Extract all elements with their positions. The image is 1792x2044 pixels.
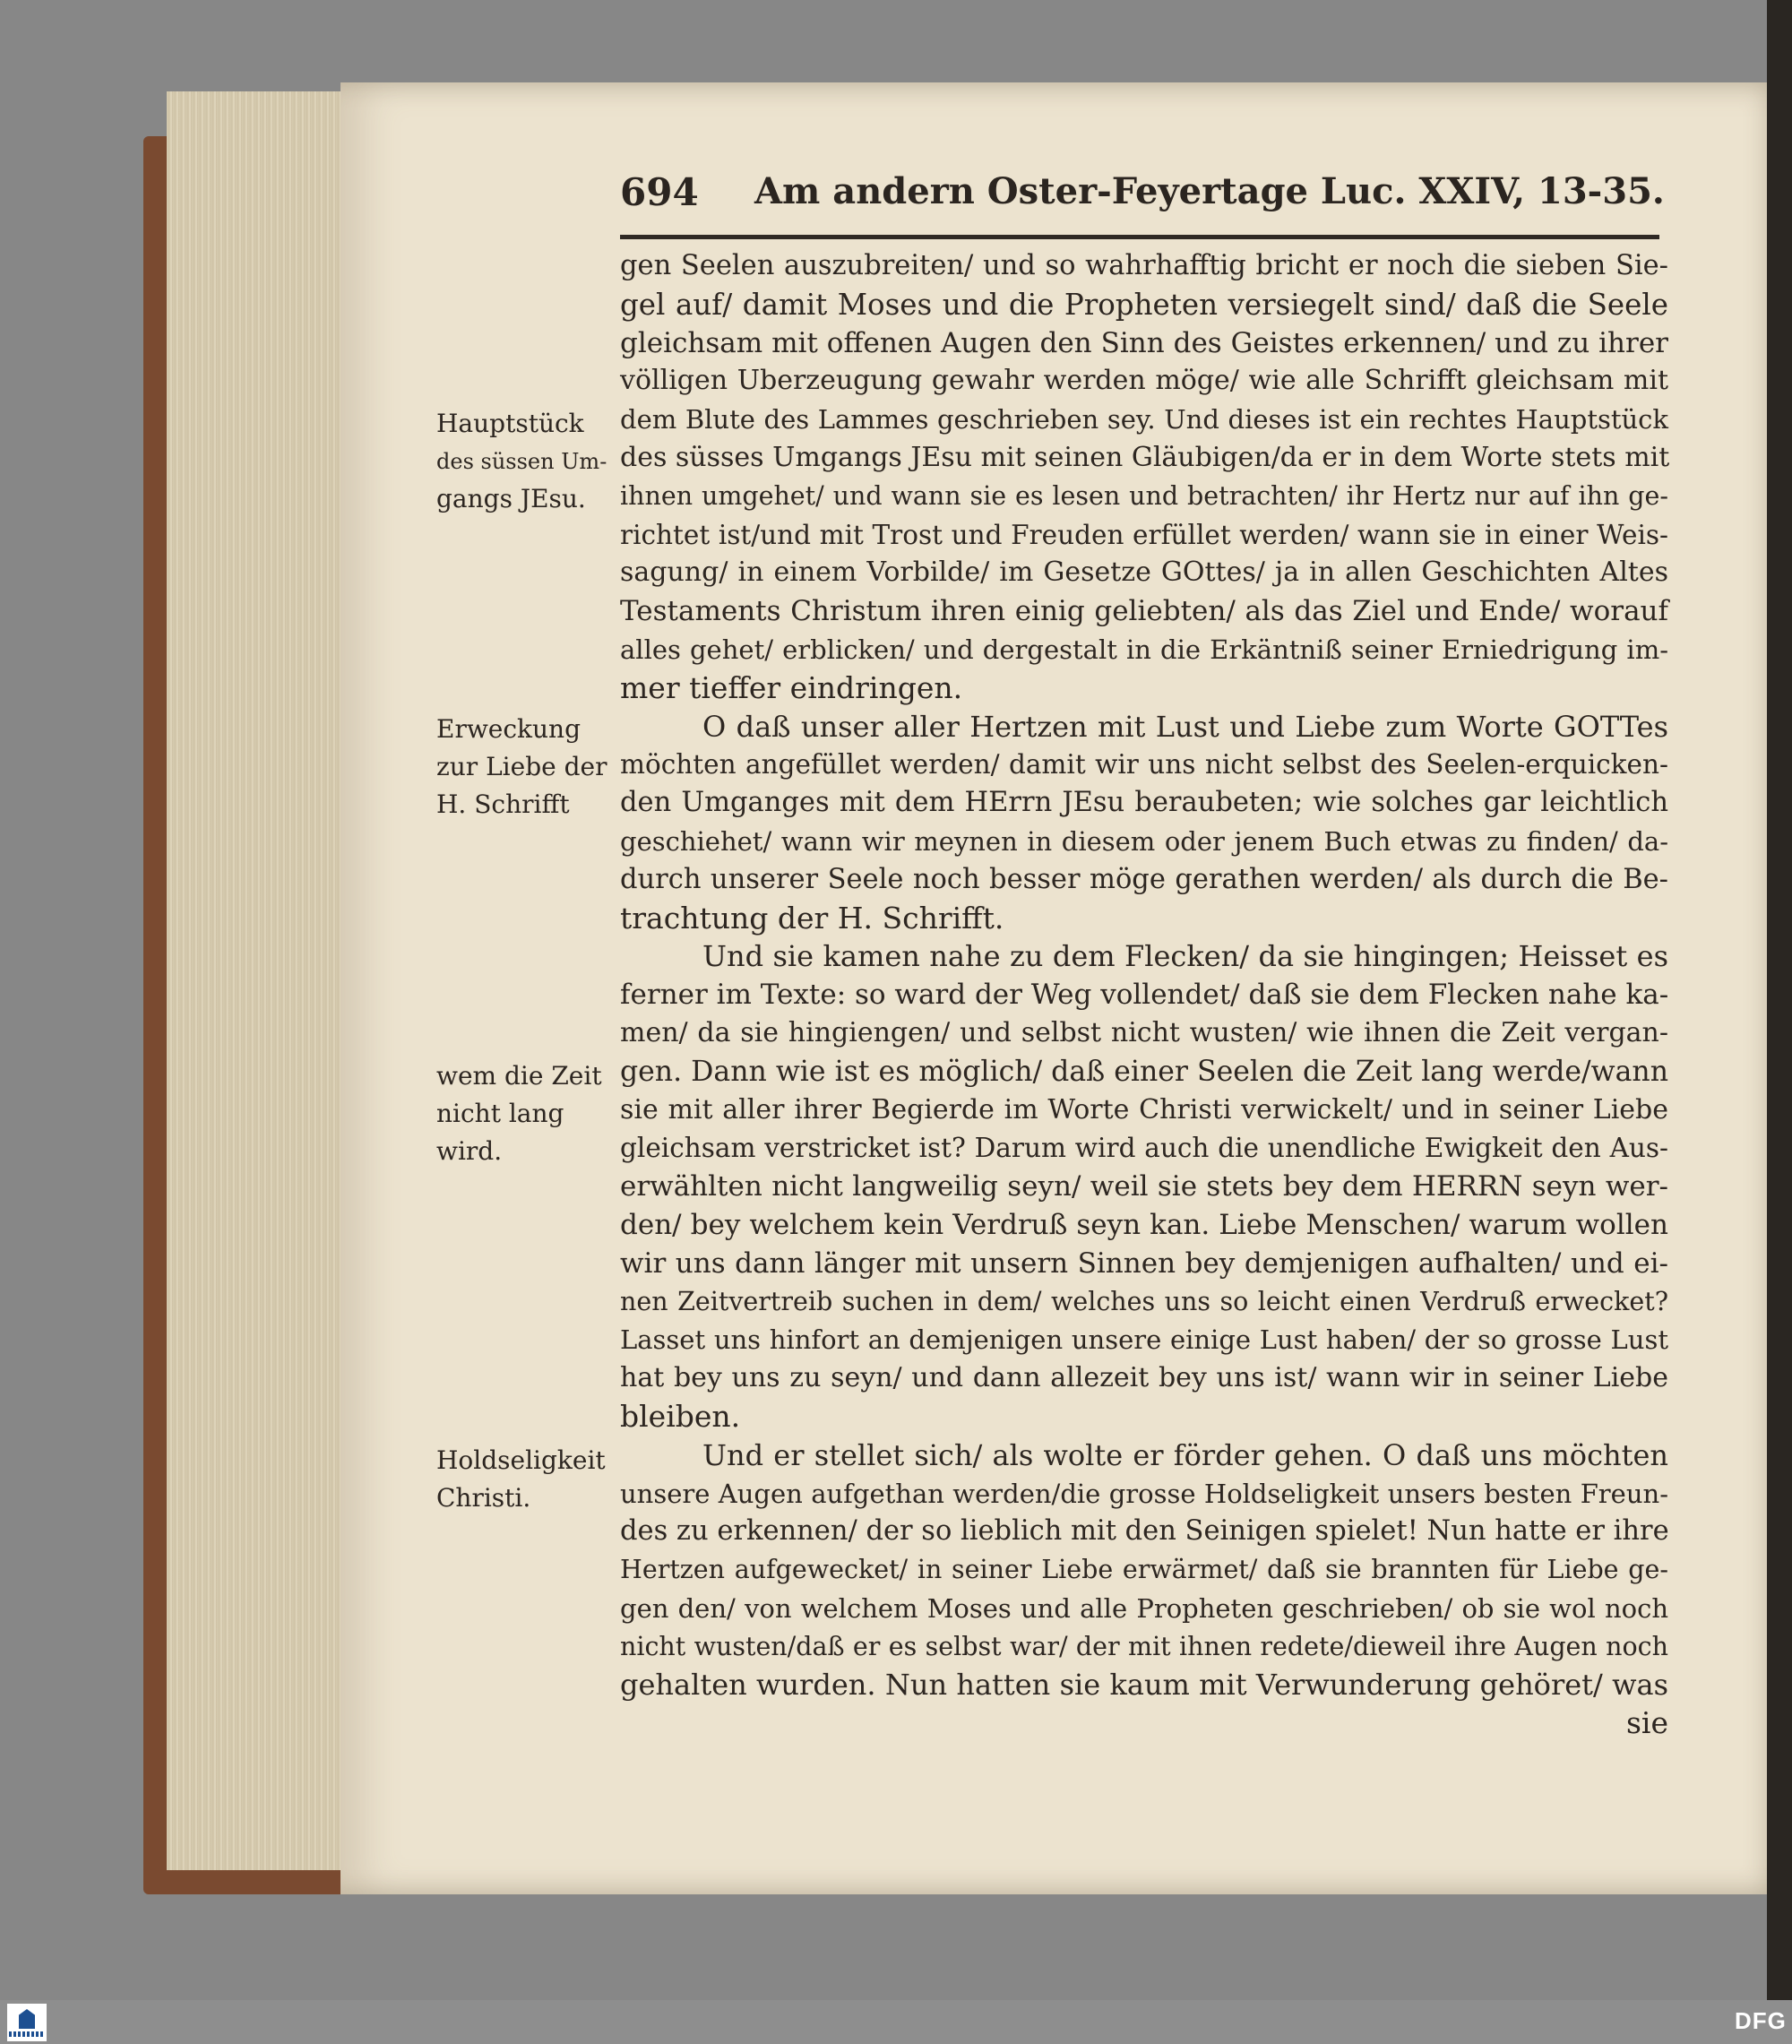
text-line: gehalten wurden. Nun hatten sie kaum mit Verwunderung gehöret/ was bbox=[620, 1668, 1668, 1703]
text-line: den Umganges mit dem HErrn JEsu beraubeten; wie solches gar leichtlich bbox=[620, 787, 1668, 819]
marginal-line: Erweckung bbox=[436, 714, 581, 744]
text-line: möchten angefüllet werden/ damit wir uns nicht selbst des Seelen-erquicken- bbox=[620, 749, 1668, 781]
viewer-footer bbox=[0, 2000, 1792, 2044]
text-line: sagung/ in einem Vorbilde/ im Gesetze GOttes/ ja in allen Geschichten Altes bbox=[620, 556, 1668, 589]
dfg-logo[interactable]: DFG bbox=[1735, 2007, 1787, 2034]
text-line: des zu erkennen/ der so lieblich mit den Seinigen spielet! Nun hatte er ihre bbox=[620, 1515, 1669, 1548]
text-line: Testaments Christum ihren einig geliebten/ als das Ziel und Ende/ worauf bbox=[620, 595, 1668, 628]
text-line: ferner im Texte: so ward der Weg vollendet/ daß sie dem Flecken nahe ka- bbox=[620, 979, 1669, 1012]
marginal-line: Hauptstück bbox=[436, 409, 584, 438]
text-line: gleichsam verstricket ist? Darum wird auch die unendliche Ewigkeit den Aus- bbox=[620, 1133, 1668, 1164]
text-line: Und er stellet sich/ als wolte er förder gehen. O daß uns möchten bbox=[702, 1437, 1668, 1472]
text-line: trachtung der H. Schrifft. bbox=[620, 900, 1004, 936]
text-line: men/ da sie hingiengen/ und selbst nicht wusten/ wie ihnen die Zeit vergan- bbox=[620, 1016, 1668, 1048]
catchword: sie bbox=[1625, 1705, 1668, 1741]
text-line: erwählten nicht langweilig seyn/ weil sie stets bey dem HERRN seyn wer- bbox=[620, 1170, 1668, 1203]
text-line: Hertzen aufgewecket/ in seiner Liebe erwärmet/ daß sie brannten für Liebe ge- bbox=[620, 1555, 1668, 1585]
institution-logo[interactable] bbox=[7, 2004, 47, 2041]
marginal-note-zeit bbox=[436, 1057, 607, 1170]
text-line: mer tieffer eindringen. bbox=[620, 669, 963, 705]
marginal-note-holdseligkeit bbox=[436, 1442, 607, 1517]
text-line: alles gehet/ erblicken/ und dergestalt in die Erkäntniß seiner Erniedrigung im- bbox=[620, 634, 1668, 665]
text-line: wir uns dann länger mit unsern Sinnen bey demjenigen aufhalten/ und ei- bbox=[620, 1246, 1668, 1280]
text-line: völligen Uberzeugung gewahr werden möge/ wie alle Schrifft gleichsam mit bbox=[620, 365, 1668, 397]
text-line: dem Blute des Lammes geschrieben sey. Und dieses ist ein rechtes Hauptstück bbox=[620, 404, 1668, 436]
logo-icon bbox=[19, 2009, 35, 2029]
marginal-line: wird. bbox=[436, 1136, 503, 1166]
text-line: gleichsam mit offenen Augen den Sinn des Geistes erkennen/ und zu ihrer bbox=[620, 326, 1668, 359]
body-text bbox=[620, 247, 1668, 1743]
marginal-line: nicht lang bbox=[436, 1099, 564, 1128]
text-line: geschiehet/ wann wir meynen in diesem oder jenem Buch etwas zu finden/ da- bbox=[620, 825, 1668, 857]
text-line: gen. Dann wie ist es möglich/ daß einer Seelen die Zeit lang werde/wann bbox=[620, 1055, 1668, 1088]
text-line: des süsses Umgangs JEsu mit seinen Gläubigen/da er in dem Worte stets mit bbox=[620, 441, 1670, 473]
text-line: unsere Augen aufgethan werden/die grosse Holdseligkeit unsers besten Freun- bbox=[620, 1478, 1668, 1509]
text-line: sie mit aller ihrer Begierde im Worte Christi verwickelt/ und in seiner Liebe bbox=[620, 1093, 1668, 1125]
text-line: bleiben. bbox=[620, 1398, 741, 1434]
marginal-line: Christi. bbox=[436, 1483, 531, 1513]
marginal-line: H. Schrifft bbox=[436, 789, 570, 819]
marginal-note-hauptstueck bbox=[436, 405, 607, 518]
text-line: hat bey uns zu seyn/ und dann allezeit bey uns ist/ wann wir in seiner Liebe bbox=[620, 1362, 1668, 1394]
page-edges bbox=[167, 91, 357, 1870]
running-head bbox=[620, 170, 1665, 235]
text-line: durch unserer Seele noch besser möge gerathen werden/ als durch die Be- bbox=[620, 863, 1668, 895]
text-line: ihnen umgehet/ und wann sie es lesen und betrachten/ ihr Hertz nur auf ihn ge- bbox=[620, 480, 1668, 511]
text-line: richtet ist/und mit Trost und Freuden erfüllet werden/ wann sie in einer Weis- bbox=[620, 519, 1668, 550]
marginal-line: des süssen Um- bbox=[436, 449, 607, 474]
text-line: gel auf/ damit Moses und die Propheten versiegelt sind/ daß die Seele bbox=[620, 287, 1668, 322]
text-line: nen Zeitvertreib suchen in dem/ welches uns so leicht einen Verdruß erwecket? bbox=[620, 1286, 1668, 1316]
text-line: O daß unser aller Hertzen mit Lust und Liebe zum Worte GOTTes bbox=[702, 709, 1668, 744]
text-line: gen Seelen auszubreiten/ und so wahrhafftig bricht er noch die sieben Sie- bbox=[620, 250, 1668, 281]
marginal-line: wem die Zeit bbox=[436, 1061, 602, 1091]
text-line: Und sie kamen nahe zu dem Flecken/ da sie hingingen; Heisset es bbox=[702, 939, 1668, 974]
marginal-line: gangs JEsu. bbox=[436, 484, 586, 513]
marginal-note-erweckung bbox=[436, 711, 607, 824]
text-line: nicht wusten/daß er es selbst war/ der mit ihnen redete/dieweil ihre Augen noch bbox=[620, 1631, 1668, 1661]
logo-text-mark bbox=[9, 2031, 45, 2037]
text-line: gen den/ von welchem Moses und alle Propheten geschrieben/ ob sie wol noch bbox=[620, 1592, 1668, 1624]
page-number: 694 bbox=[620, 170, 699, 214]
marginal-line: Holdseligkeit bbox=[436, 1445, 606, 1475]
book-gutter bbox=[1767, 0, 1792, 2000]
text-line: Lasset uns hinfort an demjenigen unsere einige Lust haben/ der so grosse Lust bbox=[620, 1324, 1668, 1356]
running-title: Am andern Oster-Feyertage Luc. XXIV, 13-35. bbox=[754, 170, 1665, 212]
header-rule bbox=[620, 235, 1659, 239]
marginal-line: zur Liebe der bbox=[436, 752, 607, 781]
text-line: den/ bey welchem kein Verdruß seyn kan. Liebe Menschen/ warum wollen bbox=[620, 1208, 1668, 1241]
